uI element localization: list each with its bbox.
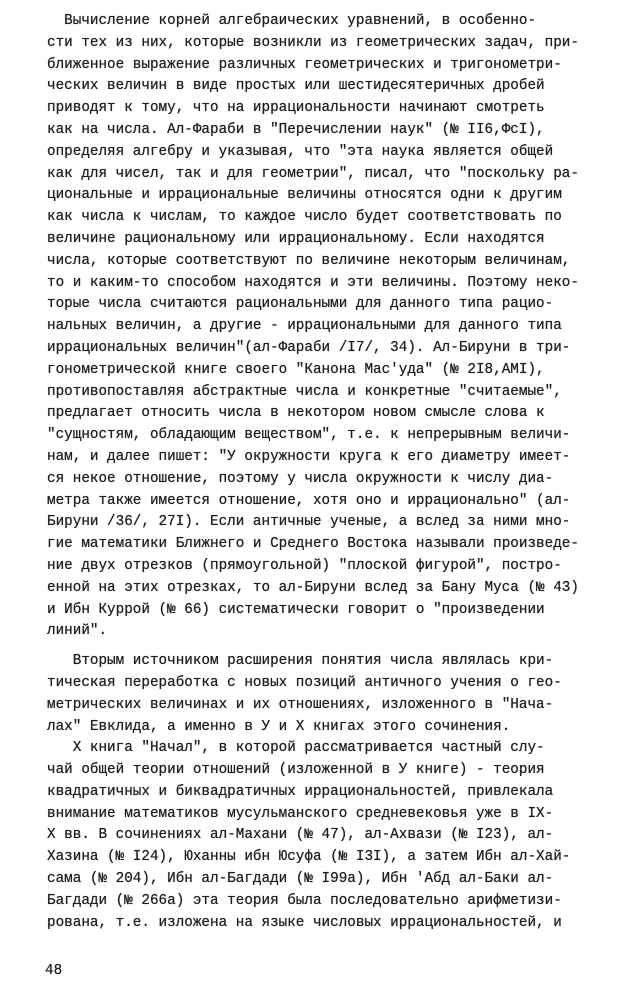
text-line: как числа к числам, то каждое число будет соответствовать по bbox=[47, 209, 562, 226]
text-line: то и каким-то способом находятся и эти величины. Поэтому неко- bbox=[47, 274, 579, 291]
text-line: гонометрической книге своего "Канона Мас'уда" (№ 2I8,АМI), bbox=[47, 361, 545, 378]
text-line: Х вв. В сочинениях ал-Махани (№ 47), ал-Ахвази (№ I23), ал- bbox=[47, 827, 554, 844]
text-line: ся некое отношение, поэтому у числа окружности к числу диа- bbox=[47, 470, 554, 487]
text-line: нальных величин, а другие - иррациональными для данного типа bbox=[47, 318, 562, 335]
text-line: ближенное выражение различных геометрических и тригонометри- bbox=[47, 56, 562, 73]
text-line: линий". bbox=[47, 623, 108, 640]
paragraph bbox=[47, 738, 607, 934]
text-line: Вычисление корней алгебраических уравнений, в особенно- bbox=[64, 13, 537, 29]
text-line: рована, т.е. изложена на языке числовых иррациональностей, и bbox=[47, 914, 562, 931]
text-line: циональные и иррациональные величины относятся одни к другим bbox=[47, 187, 562, 204]
text-line: "сущностям, обладающим веществом", т.е. к непрерывным величи- bbox=[47, 427, 571, 444]
text-line: Хазина (№ I24), Юханны ибн Юсуфа (№ I3I), а затем Ибн ал-Хай- bbox=[47, 849, 571, 866]
text-line: метра также имеется отношение, хотя оно и иррационально" (ал- bbox=[47, 492, 571, 509]
text-line: приводят к тому, что на иррациональности начинают смотреть bbox=[47, 100, 545, 117]
text-line: сама (№ 204), Ибн ал-Багдади (№ I99а), Ибн 'Абд ал-Баки ал- bbox=[47, 871, 554, 888]
text-line: ческих величин в виде простых или шестидесятеричных дробей bbox=[47, 78, 545, 95]
text-line: ние двух отрезков (прямоугольной) "плоской фигурой", постро- bbox=[47, 557, 562, 574]
text-line: величине рациональному или иррациональному. Если находятся bbox=[47, 230, 545, 247]
text-line: предлагает относить числа в некотором новом смысле слова к bbox=[47, 405, 545, 422]
page-body bbox=[47, 11, 607, 934]
text-line: сти тех из них, которые возникли из геометрических задач, при- bbox=[47, 34, 579, 51]
text-line: иррациональных величин"(ал-Фараби /I7/, 34). Ал-Бируни в три- bbox=[47, 339, 571, 356]
text-line: противопоставляя абстрактные числа и конкретные "считаемые", bbox=[47, 383, 562, 400]
page-number: 48 bbox=[45, 963, 63, 979]
text-line: внимание математиков мусульманского средневековья уже в IX- bbox=[47, 805, 554, 822]
text-line: тическая переработка с новых позиций античного учения о гео- bbox=[47, 674, 562, 691]
text-line: енной на этих отрезках, то ал-Бируни вслед за Бану Муса (№ 43) bbox=[47, 579, 579, 596]
text-line: Х книга "Начал", в которой рассматривается частный слу- bbox=[72, 740, 545, 757]
text-line: метрических величинах и их отношениях, изложенного в "Нача- bbox=[47, 696, 554, 713]
text-line: нам, и далее пишет: "У окружности круга к его диаметру имеет- bbox=[47, 448, 571, 465]
text-line: определяя алгебру и указывая, что "эта наука является общей bbox=[47, 143, 554, 160]
text-line: квадратичных и биквадратичных иррациональностей, привлекала bbox=[47, 783, 554, 800]
text-line: торые числа считаются рациональными для данного типа рацио- bbox=[47, 296, 554, 313]
text-line: гие математики Ближнего и Среднего Востока называли произведе- bbox=[47, 536, 579, 553]
text-line: как на числа. Ал-Фараби в "Перечислении наук" (№ II6,ФсI), bbox=[47, 121, 545, 138]
paragraph bbox=[47, 651, 607, 738]
text-line: лах" Евклида, а именно в У и Х книгах этого сочинения. bbox=[47, 718, 511, 735]
text-line: и Ибн Куррой (№ 66) систематически говорит о "произведении bbox=[47, 601, 545, 618]
text-line: числа, которые соответствуют по величине некоторым величинам, bbox=[47, 252, 571, 269]
text-line: Вторым источником расширения понятия числа являлась кри- bbox=[72, 653, 554, 670]
text-line: чай общей теории отношений (изложенной в У книге) - теория bbox=[47, 762, 545, 779]
text-line: Багдади (№ 266а) эта теория была последовательно арифметизи- bbox=[47, 892, 562, 909]
text-line: Бируни /36/, 27I). Если античные ученые, а вслед за ними мно- bbox=[47, 514, 571, 531]
text-line: как для чисел, так и для геометрии", писал, что "поскольку ра- bbox=[47, 165, 579, 182]
paragraph bbox=[47, 11, 607, 643]
